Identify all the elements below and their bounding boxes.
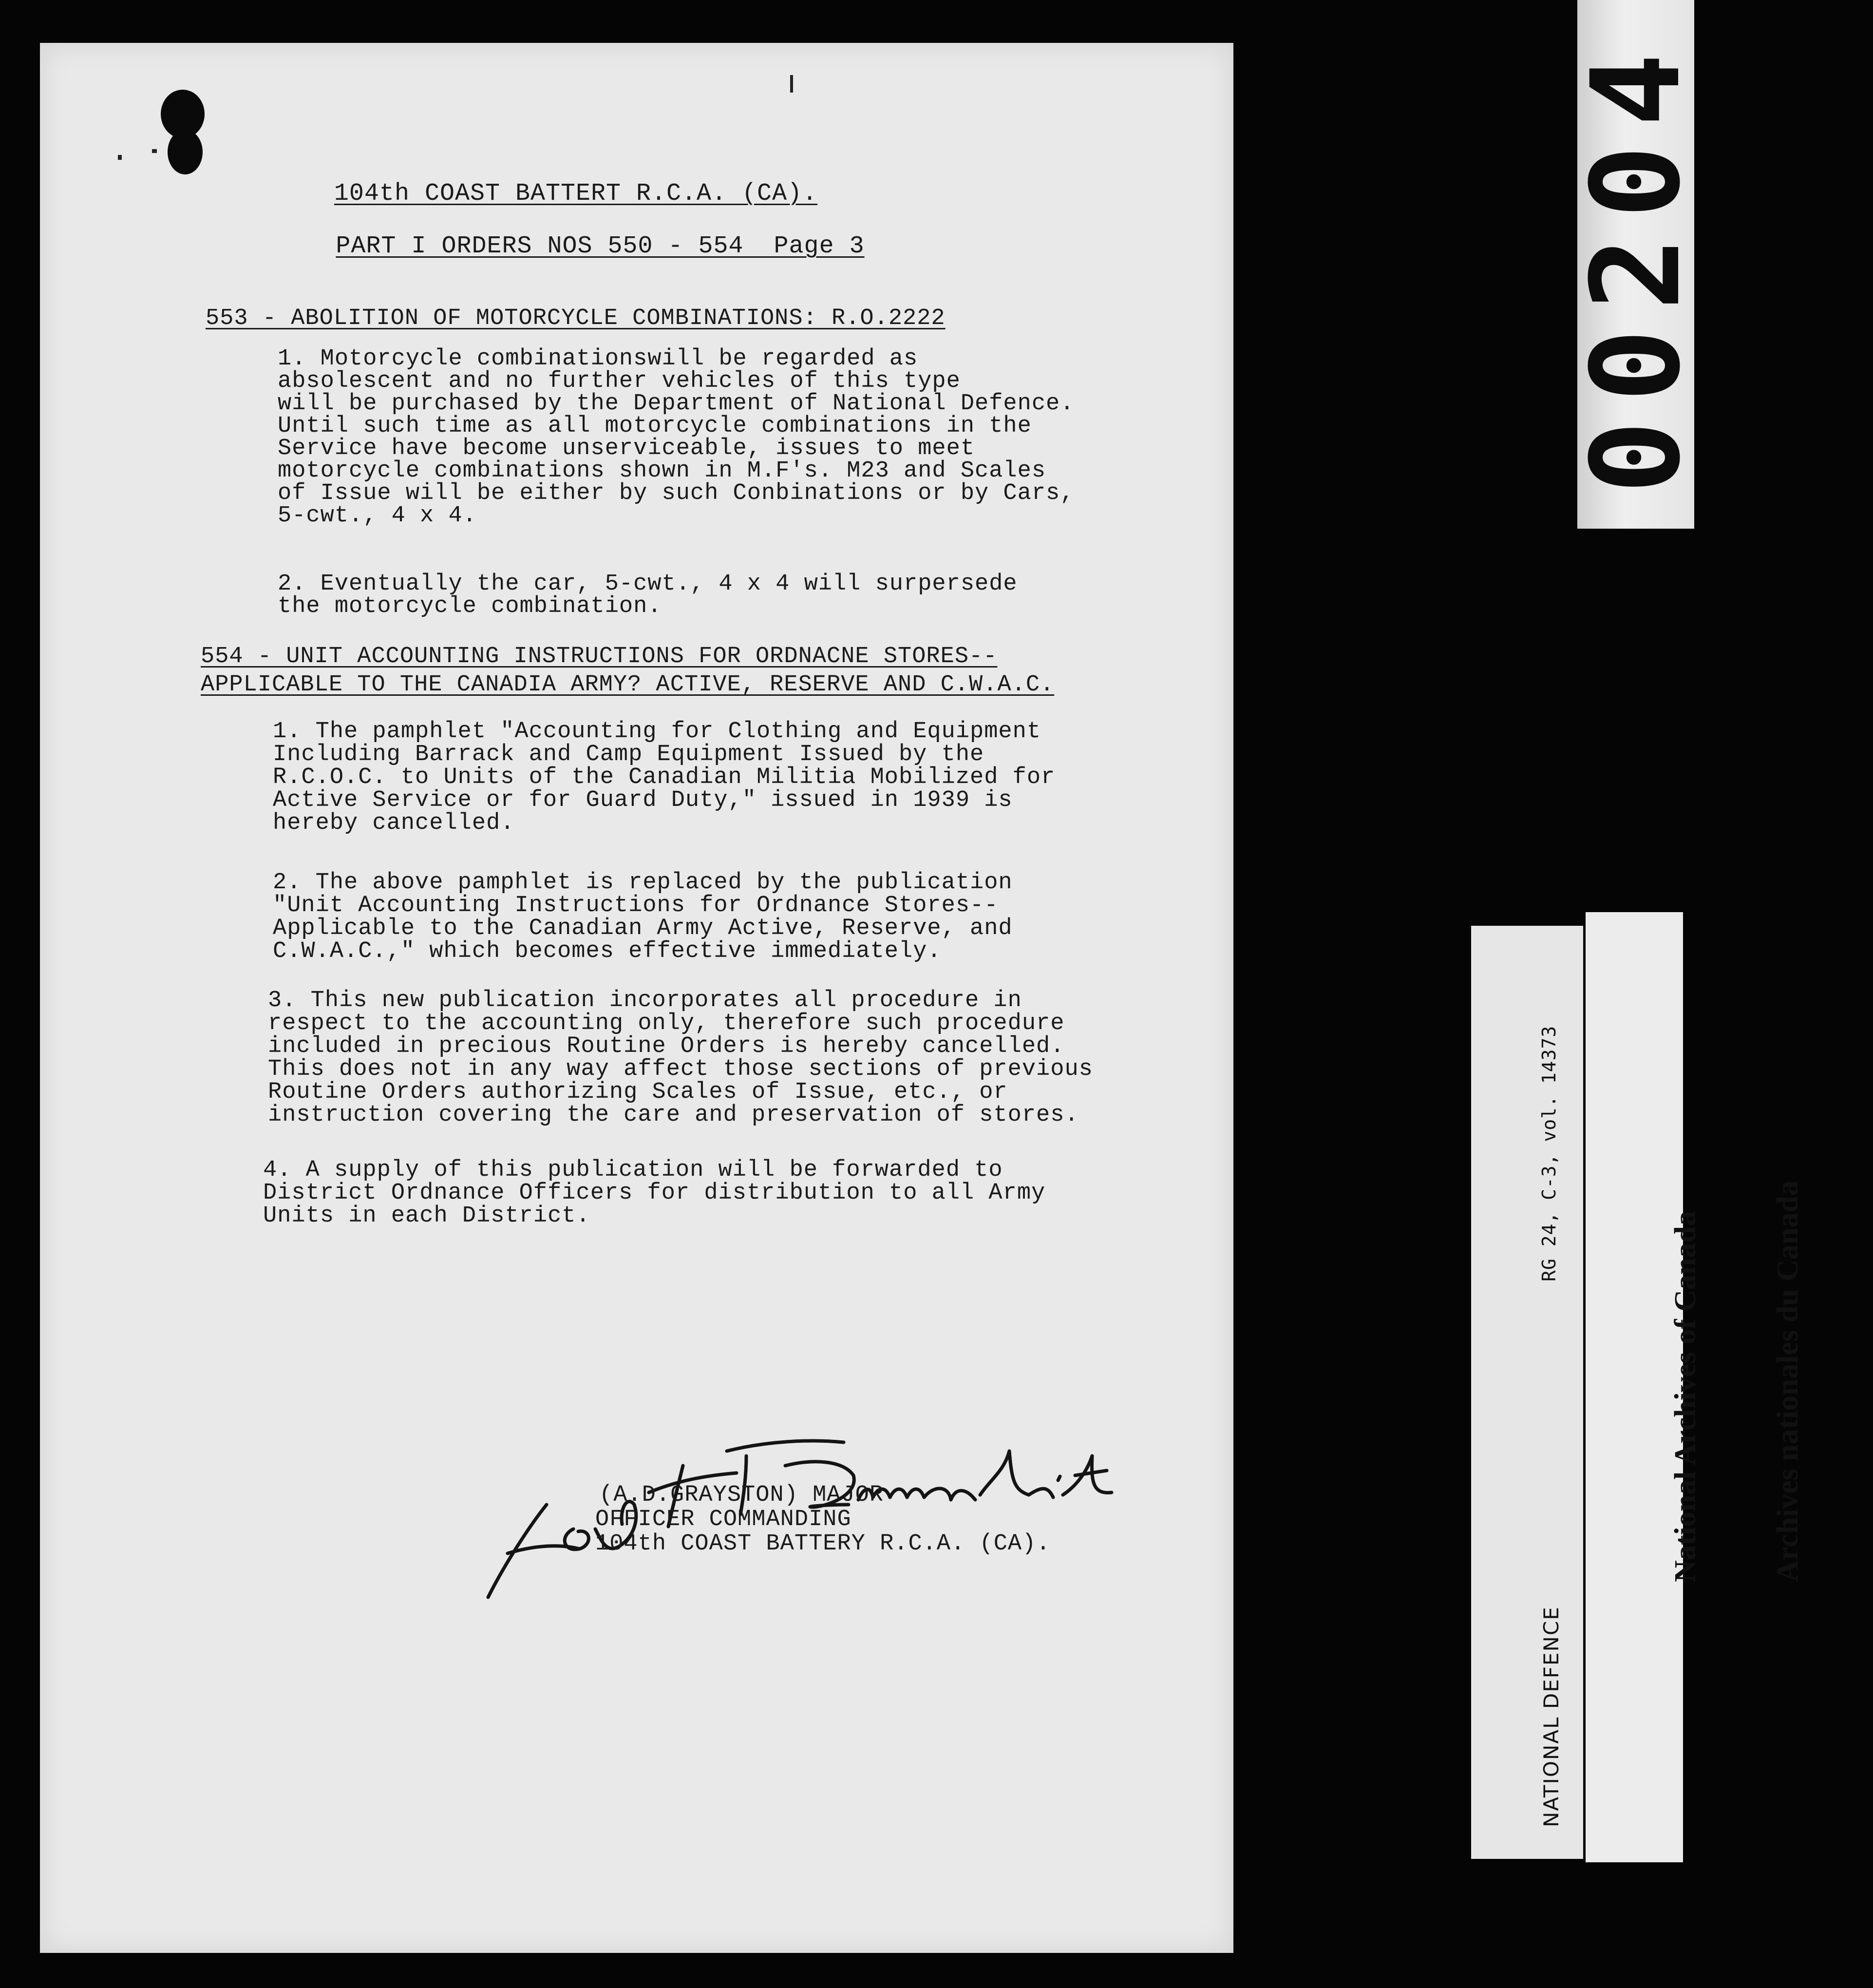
header-subtitle: PART I ORDERS NOS 550 - 554 Page 3	[336, 232, 865, 260]
scan-speck	[790, 75, 793, 93]
document-subheader	[40, 233, 1233, 261]
document-header	[40, 180, 1233, 208]
institution-label	[1600, 1181, 1873, 1582]
section-553-paragraph-2: 2. Eventually the car, 5-cwt., 4 x 4 will surpersede the motorcycle combination.	[278, 571, 1018, 619]
archives-institution-strip	[1586, 912, 1804, 1862]
frame-number-text: 00204	[1565, 35, 1707, 494]
section-554-paragraph-3: 3. This new publication incorporates all procedure in respect to the accounting only, therefore such procedure included in precious Routine Orders is hereby cancelled. This does not in any way affect those sections of previous Routine Orders authorizing Scales of Issue, etc., or instruction covering the care and preservation of stores.	[268, 988, 1093, 1128]
signature-title: OFFICER COMMANDING	[595, 1507, 851, 1532]
section-553-heading: 553 - ABOLITION OF MOTORCYCLE COMBINATIONS: R.O.2222	[206, 306, 946, 331]
signature-unit: 104th COAST BATTERY R.C.A. (CA).	[595, 1531, 1051, 1557]
record-group-reference: RG 24, C-3, vol. 14373	[1538, 1025, 1560, 1281]
section-553-paragraph-1: 1. Motorcycle combinationswill be regarded as absolescent and no further vehicles of this type will be purchased by the Department of National Defence. Until such time as all motorcycle combinations in the Service have become unserviceable, issues to meet motorcycle combinations shown in M.F's. M23 and Scales of Issue will be either by such Conbinations or by Cars, 5-cwt., 4 x 4.	[278, 346, 1075, 529]
microfilm-frame-number	[1565, 0, 1707, 529]
scan-speck	[118, 155, 122, 160]
section-554-heading-line-2: APPLICABLE TO THE CANADIA ARMY? ACTIVE, RESERVE AND C.W.A.C.	[201, 672, 1055, 698]
department-name-english: NATIONAL DEFENCE	[1539, 1606, 1563, 1827]
section-554-paragraph-2: 2. The above pamphlet is replaced by the publication "Unit Accounting Instructions for Ordnance Stores-- Applicable to the Canadian Army Active, Reserve, and C.W.A.C.," which becomes effective immediately.	[273, 870, 1013, 964]
section-554-heading-line-1: 554 - UNIT ACCOUNTING INSTRUCTIONS FOR ORDNACNE STORES--	[201, 644, 998, 669]
section-554-paragraph-4: 4. A supply of this publication will be forwarded to District Ordnance Officers for distribution to all Army Units in each District.	[263, 1157, 1046, 1229]
punch-hole	[168, 130, 203, 174]
section-554-paragraph-1: 1. The pamphlet "Accounting for Clothing and Equipment Including Barrack and Camp Equipment Issued by the R.C.O.C. to Units of the Canadian Militia Mobilized for Active Service or for Guard Duty," issued in 1939 is hereby cancelled.	[273, 719, 1056, 836]
archival-reference-strip	[1471, 926, 1583, 1859]
header-title: 104th COAST BATTERT R.C.A. (CA).	[334, 180, 818, 208]
institution-name-english: National Archives of Canada	[1669, 1211, 1702, 1582]
institution-name-french: Archives nationales du Canada	[1771, 1181, 1804, 1582]
signature-name: (A.D.GRAYSTON) MAJOR	[599, 1482, 884, 1508]
document-page	[40, 43, 1233, 1953]
scan-speck	[152, 149, 157, 153]
